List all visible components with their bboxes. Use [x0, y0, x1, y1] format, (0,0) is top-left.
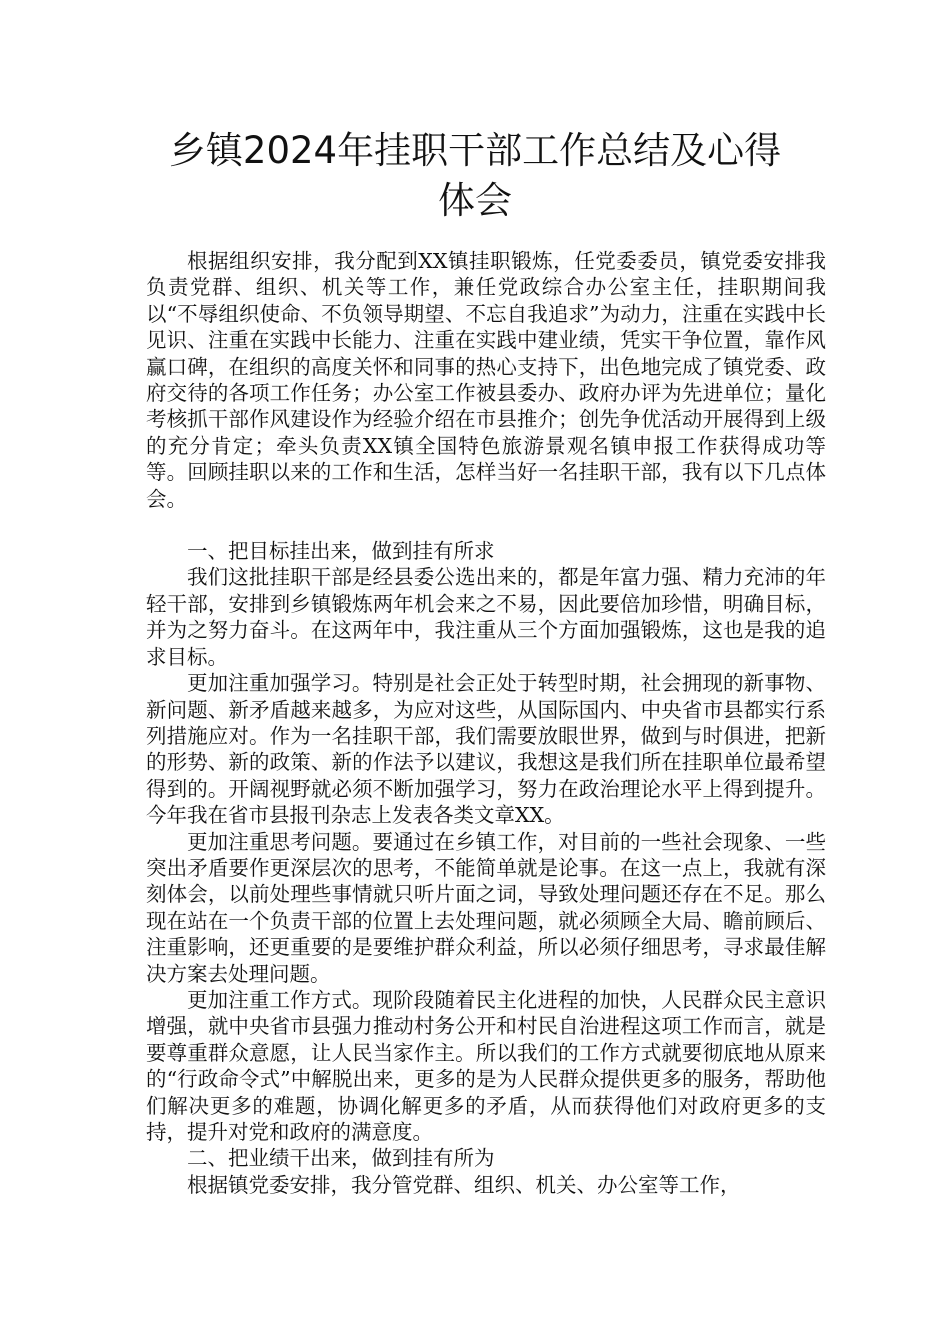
section-heading-1: 一、把目标挂出来，做到挂有所求	[187, 539, 495, 564]
section-heading-2: 二、把业绩干出来，做到挂有所为	[187, 1146, 495, 1171]
body-paragraph: 更加注重思考问题。要通过在乡镇工作，对目前的一些社会现象、一些突出矛盾要作更深层次的思考，不能简单就是论事。在这一点上，我就有深刻体会，以前处理些事情就只听片面之词，导致处理问题还存在不足。那么现在站在一个负责干部的位置上去处理问题，就必须顾全大局、瞻前顾后、注重影响，还更重要的是要维护群众利益，所以必须仔细思考，寻求最佳解决方案去处理问题。	[146, 829, 826, 986]
body-paragraph: 更加注重加强学习。特别是社会正处于转型时期，社会拥现的新事物、新问题、新矛盾越来越多，为应对这些，从国际国内、中央省市县都实行系列措施应对。作为一名挂职干部，我们需要放眼世界，做到与时俱进，把新的形势、新的政策、新的作法予以建议，我想这是我们所在挂职单位最希望得到的。开阔视野就必须不断加强学习，努力在政治理论水平上得到提升。今年我在省市县报刊杂志上发表各类文章XX。	[146, 671, 826, 828]
body-paragraph: 更加注重工作方式。现阶段随着民主化进程的加快，人民群众民主意识增强，就中央省市县强力推动村务公开和村民自治进程这项工作而言，就是要尊重群众意愿，让人民当家作主。所以我们的工作方式就要彻底地从原来的“行政命令式”中解脱出来，更多的是为人民群众提供更多的服务，帮助他们解决更多的难题，协调化解更多的矛盾，从而获得他们对政府更多的支持，提升对党和政府的满意度。	[146, 987, 826, 1144]
body-paragraph: 我们这批挂职干部是经县委公选出来的，都是年富力强、精力充沛的年轻干部，安排到乡镇锻炼两年机会来之不易，因此要倍加珍惜，明确目标，并为之努力奋斗。在这两年中，我注重从三个方面加强锻炼，这也是我的追求目标。	[146, 565, 826, 669]
intro-paragraph: 根据组织安排，我分配到XX镇挂职锻炼，任党委委员，镇党委安排我负责党群、组织、机关等工作，兼任党政综合办公室主任，挂职期间我以“不辱组织使命、不负领导期望、不忘自我追求”为动力，注重在实践中长见识、注重在实践中长能力、注重在实践中建业绩，凭实干争位置，靠作风赢口碑，在组织的高度关怀和同事的热心支持下，出色地完成了镇党委、政府交待的各项工作任务；办公室工作被县委办、政府办评为先进单位；量化考核抓干部作风建设作为经验介绍在市县推介；创先争优活动开展得到上级的充分肯定；牵头负责XX镇全国特色旅游景观名镇申报工作获得成功等等。回顾挂职以来的工作和生活，怎样当好一名挂职干部，我有以下几点体会。	[146, 249, 826, 511]
document-body	[146, 248, 826, 1198]
body-paragraph: 根据镇党委安排，我分管党群、组织、机关、办公室等工作，	[187, 1172, 741, 1197]
document-title	[100, 126, 850, 226]
paragraph-spacer	[146, 512, 826, 538]
title-line-1: 乡镇2024年挂职干部工作总结及心得	[168, 129, 782, 172]
title-line-2: 体会	[438, 179, 512, 222]
